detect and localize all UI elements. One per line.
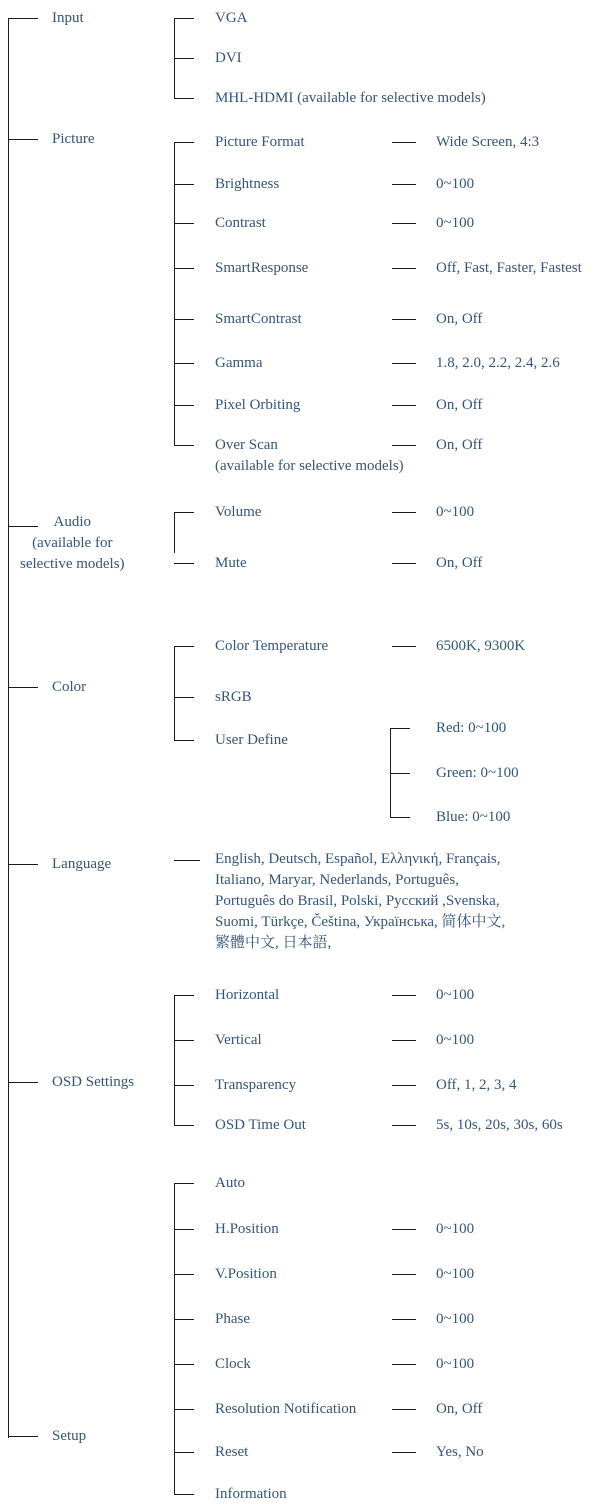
value-dash: [392, 405, 416, 406]
value-dash: [392, 184, 416, 185]
value-contrast: 0~100: [436, 215, 475, 231]
top-item-color: Color: [52, 679, 87, 695]
value-pixel-orbiting: On, Off: [436, 397, 483, 413]
item-connector: [174, 1229, 194, 1230]
item-connector: [174, 1494, 194, 1495]
subitem-value: Red: 0~100: [436, 720, 507, 736]
item-connector: [174, 268, 194, 269]
item-connector: [174, 363, 194, 364]
menu-item-resolution-notification: Resolution Notification: [215, 1401, 357, 1417]
item-connector: [174, 1319, 194, 1320]
item-connector: [174, 98, 194, 99]
value-dash: [392, 268, 416, 269]
value-osd-time-out: 5s, 10s, 20s, 30s, 60s: [436, 1117, 563, 1133]
menu-item-vga: VGA: [215, 10, 248, 26]
value-dash: [392, 363, 416, 364]
value-dash: [392, 1125, 416, 1126]
value-phase: 0~100: [436, 1311, 475, 1327]
value-brightness: 0~100: [436, 176, 475, 192]
value-dash: [392, 1040, 416, 1041]
value-color-temperature: 6500K, 9300K: [436, 638, 526, 654]
item-connector: [174, 18, 194, 19]
item-connector: [174, 58, 194, 59]
value-dash: [392, 1085, 416, 1086]
top-item-audio: Audio (available for selective models): [20, 514, 125, 572]
menu-item-clock: Clock: [215, 1356, 251, 1372]
value-dash: [392, 1364, 416, 1365]
value-dash: [392, 1452, 416, 1453]
value-h-position: 0~100: [436, 1221, 475, 1237]
value-dash: [392, 142, 416, 143]
value-dash: [392, 563, 416, 564]
menu-item-srgb: sRGB: [215, 689, 252, 705]
value-dash: [392, 319, 416, 320]
language-list: English, Deutsch, Español, Ελληνική, Français, Italiano, Maryar, Nederlands, Português, Português do Brasil, Polski, Русский ,Svenska, Suomi, Türkçe, Čeština, Українська, 简体中文, 繁體中文, 日本語,: [215, 851, 506, 951]
menu-item-auto: Auto: [215, 1175, 245, 1191]
menu-item-h-position: H.Position: [215, 1221, 279, 1237]
value-transparency: Off, 1, 2, 3, 4: [436, 1077, 517, 1093]
top-branch-connector: [8, 18, 38, 19]
value-dash: [392, 995, 416, 996]
item-connector: [174, 740, 194, 741]
value-dash: [392, 1319, 416, 1320]
menu-item-color-temperature: Color Temperature: [215, 638, 329, 654]
menu-item-transparency: Transparency: [215, 1077, 297, 1093]
section-vertical-line: [174, 512, 175, 553]
menu-item-horizontal: Horizontal: [215, 987, 280, 1003]
value-smartcontrast: On, Off: [436, 311, 483, 327]
value-dash: [392, 1409, 416, 1410]
item-connector: [174, 995, 194, 996]
item-connector: [174, 860, 200, 861]
menu-item-brightness: Brightness: [215, 176, 280, 192]
item-connector: [174, 405, 194, 406]
value-reset: Yes, No: [436, 1444, 484, 1460]
top-branch-connector: [8, 1436, 38, 1437]
menu-item-osd-time-out: OSD Time Out: [215, 1117, 306, 1133]
item-connector: [174, 1364, 194, 1365]
menu-item-gamma: Gamma: [215, 355, 263, 371]
value-clock: 0~100: [436, 1356, 475, 1372]
value-horizontal: 0~100: [436, 987, 475, 1003]
value-dash: [392, 512, 416, 513]
item-connector: [174, 1409, 194, 1410]
section-vertical-line: [174, 995, 175, 1126]
menu-item-information: Information: [215, 1486, 287, 1502]
value-resolution-notification: On, Off: [436, 1401, 483, 1417]
menu-item-volume: Volume: [215, 504, 262, 520]
item-connector: [174, 697, 194, 698]
item-connector: [174, 563, 194, 564]
item-connector: [174, 142, 194, 143]
value-dash: [392, 1274, 416, 1275]
value-v-position: 0~100: [436, 1266, 475, 1282]
menu-item-contrast: Contrast: [215, 215, 266, 231]
value-smartresponse: Off, Fast, Faster, Fastest: [436, 260, 582, 276]
item-connector: [174, 223, 194, 224]
menu-item-over-scan: Over Scan (available for selective models): [215, 437, 404, 474]
item-connector: [174, 1274, 194, 1275]
top-branch-connector: [8, 1082, 38, 1083]
value-vertical: 0~100: [436, 1032, 475, 1048]
subitem-value: Green: 0~100: [436, 765, 519, 781]
item-connector: [174, 1183, 194, 1184]
menu-item-v-position: V.Position: [215, 1266, 277, 1282]
menu-item-mute: Mute: [215, 555, 247, 571]
value-dash: [392, 646, 416, 647]
item-connector: [174, 1452, 194, 1453]
subitem-connector: [390, 817, 410, 818]
menu-item-mhl-hdmi-available-for-selective-models-: MHL-HDMI (available for selective models): [215, 90, 486, 106]
top-item-picture: Picture: [52, 131, 95, 147]
menu-item-user-define: User Define: [215, 732, 288, 748]
menu-item-pixel-orbiting: Pixel Orbiting: [215, 397, 301, 413]
section-vertical-line: [174, 142, 175, 446]
menu-item-phase: Phase: [215, 1311, 250, 1327]
top-item-osd-settings: OSD Settings: [52, 1074, 135, 1090]
item-connector: [174, 445, 194, 446]
item-connector: [174, 512, 194, 513]
value-picture-format: Wide Screen, 4:3: [436, 134, 540, 150]
menu-item-smartcontrast: SmartContrast: [215, 311, 302, 327]
main-spine-line: [8, 18, 9, 1438]
item-connector: [174, 1085, 194, 1086]
value-over-scan: On, Off: [436, 437, 483, 453]
menu-item-dvi: DVI: [215, 50, 242, 66]
item-connector: [174, 1040, 194, 1041]
value-dash: [392, 445, 416, 446]
menu-item-vertical: Vertical: [215, 1032, 262, 1048]
menu-item-reset: Reset: [215, 1444, 249, 1460]
value-dash: [392, 1229, 416, 1230]
top-branch-connector: [8, 139, 38, 140]
subitem-connector: [390, 728, 410, 729]
top-item-language: Language: [52, 856, 112, 872]
top-branch-connector: [8, 687, 38, 688]
top-item-input: Input: [52, 10, 84, 26]
top-item-setup: Setup: [52, 1428, 87, 1444]
item-connector: [174, 646, 194, 647]
top-branch-connector: [8, 864, 38, 865]
menu-item-picture-format: Picture Format: [215, 134, 305, 150]
value-gamma: 1.8, 2.0, 2.2, 2.4, 2.6: [436, 355, 560, 371]
item-connector: [174, 184, 194, 185]
value-mute: On, Off: [436, 555, 483, 571]
item-connector: [174, 1125, 194, 1126]
section-vertical-line: [174, 646, 175, 741]
menu-item-smartresponse: SmartResponse: [215, 260, 309, 276]
subitem-connector: [390, 773, 410, 774]
subitem-value: Blue: 0~100: [436, 809, 511, 825]
value-volume: 0~100: [436, 504, 475, 520]
value-dash: [392, 223, 416, 224]
item-connector: [174, 319, 194, 320]
